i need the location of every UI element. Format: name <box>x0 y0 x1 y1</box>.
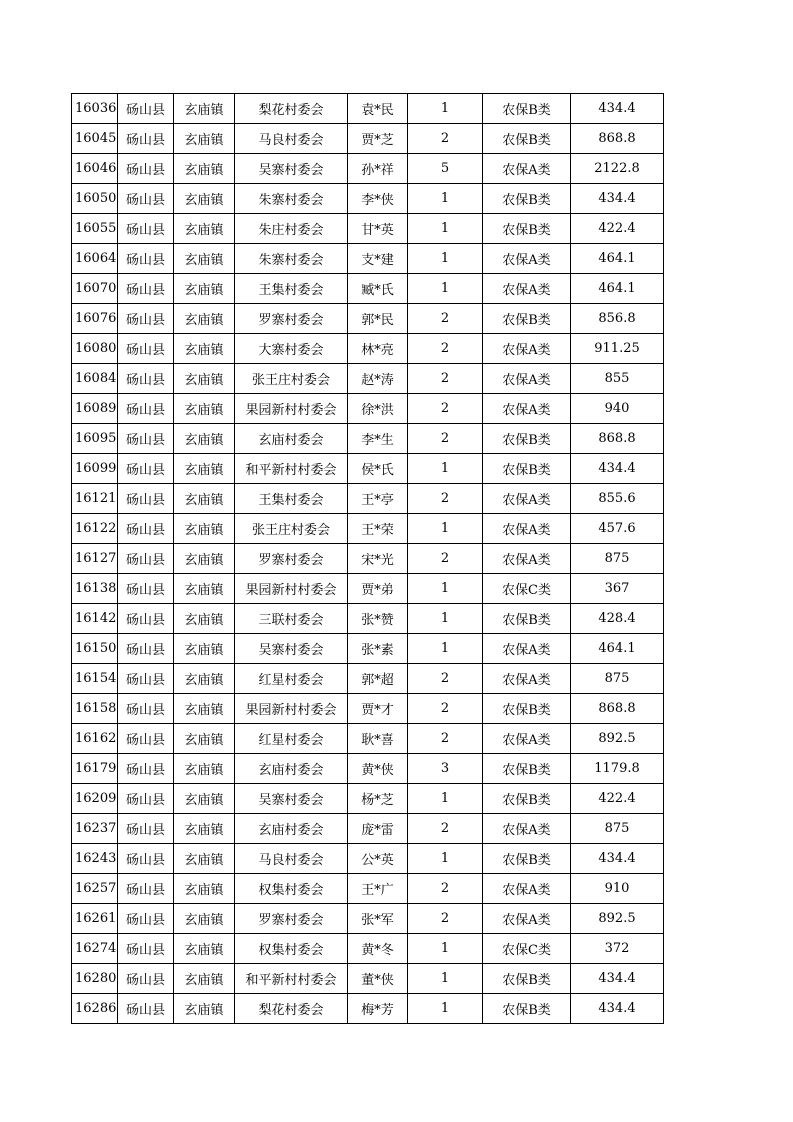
household-count-cell: 5 <box>408 154 483 184</box>
person-name-cell: 赵*涛 <box>348 364 408 394</box>
person-name-cell: 庞*雷 <box>348 814 408 844</box>
record-id: 16127 <box>72 544 118 574</box>
table-row <box>72 274 664 304</box>
record-id: 16070 <box>72 274 118 304</box>
county-cell: 砀山县 <box>118 844 174 874</box>
person-name-cell: 王*荣 <box>348 514 408 544</box>
table-row <box>72 394 664 424</box>
person-name-cell: 宋*光 <box>348 544 408 574</box>
town-cell: 玄庙镇 <box>174 664 235 694</box>
town-cell: 玄庙镇 <box>174 844 235 874</box>
town-cell: 玄庙镇 <box>174 124 235 154</box>
record-id: 16095 <box>72 424 118 454</box>
household-count-cell: 1 <box>408 844 483 874</box>
village-cell: 果园新村村委会 <box>235 574 348 604</box>
person-name-cell: 徐*洪 <box>348 394 408 424</box>
category-cell: 农保A类 <box>483 244 571 274</box>
village-cell: 权集村委会 <box>235 934 348 964</box>
town-cell: 玄庙镇 <box>174 484 235 514</box>
table-row <box>72 94 664 124</box>
village-cell: 和平新村村委会 <box>235 964 348 994</box>
county-cell: 砀山县 <box>118 664 174 694</box>
town-cell: 玄庙镇 <box>174 454 235 484</box>
county-cell: 砀山县 <box>118 184 174 214</box>
amount-cell: 422.4 <box>571 784 664 814</box>
category-cell: 农保A类 <box>483 904 571 934</box>
table-row <box>72 844 664 874</box>
category-cell: 农保B类 <box>483 754 571 784</box>
county-cell: 砀山县 <box>118 814 174 844</box>
person-name-cell: 黄*侠 <box>348 754 408 784</box>
amount-cell: 910 <box>571 874 664 904</box>
amount-cell: 875 <box>571 544 664 574</box>
table-row <box>72 334 664 364</box>
category-cell: 农保A类 <box>483 394 571 424</box>
village-cell: 和平新村村委会 <box>235 454 348 484</box>
person-name-cell: 梅*芳 <box>348 994 408 1024</box>
amount-cell: 911.25 <box>571 334 664 364</box>
town-cell: 玄庙镇 <box>174 994 235 1024</box>
table-row <box>72 934 664 964</box>
table-body <box>72 94 664 1024</box>
category-cell: 农保B类 <box>483 844 571 874</box>
household-count-cell: 3 <box>408 754 483 784</box>
table-row <box>72 694 664 724</box>
county-cell: 砀山县 <box>118 574 174 604</box>
person-name-cell: 王*广 <box>348 874 408 904</box>
town-cell: 玄庙镇 <box>174 424 235 454</box>
county-cell: 砀山县 <box>118 724 174 754</box>
records-table <box>71 93 664 1024</box>
county-cell: 砀山县 <box>118 934 174 964</box>
county-cell: 砀山县 <box>118 124 174 154</box>
amount-cell: 434.4 <box>571 184 664 214</box>
category-cell: 农保B类 <box>483 784 571 814</box>
town-cell: 玄庙镇 <box>174 604 235 634</box>
record-id: 16280 <box>72 964 118 994</box>
table-row <box>72 304 664 334</box>
category-cell: 农保B类 <box>483 604 571 634</box>
record-id: 16154 <box>72 664 118 694</box>
household-count-cell: 2 <box>408 904 483 934</box>
county-cell: 砀山县 <box>118 334 174 364</box>
village-cell: 吴寨村委会 <box>235 154 348 184</box>
record-id: 16089 <box>72 394 118 424</box>
record-id: 16046 <box>72 154 118 184</box>
county-cell: 砀山县 <box>118 964 174 994</box>
village-cell: 吴寨村委会 <box>235 634 348 664</box>
record-id: 16064 <box>72 244 118 274</box>
category-cell: 农保A类 <box>483 514 571 544</box>
town-cell: 玄庙镇 <box>174 94 235 124</box>
table-row <box>72 634 664 664</box>
village-cell: 果园新村村委会 <box>235 694 348 724</box>
village-cell: 三联村委会 <box>235 604 348 634</box>
person-name-cell: 郭*民 <box>348 304 408 334</box>
category-cell: 农保B类 <box>483 694 571 724</box>
household-count-cell: 2 <box>408 814 483 844</box>
county-cell: 砀山县 <box>118 604 174 634</box>
person-name-cell: 张*军 <box>348 904 408 934</box>
county-cell: 砀山县 <box>118 484 174 514</box>
county-cell: 砀山县 <box>118 754 174 784</box>
amount-cell: 940 <box>571 394 664 424</box>
village-cell: 罗寨村委会 <box>235 304 348 334</box>
person-name-cell: 贾*弟 <box>348 574 408 604</box>
amount-cell: 868.8 <box>571 424 664 454</box>
town-cell: 玄庙镇 <box>174 154 235 184</box>
table-row <box>72 364 664 394</box>
town-cell: 玄庙镇 <box>174 544 235 574</box>
amount-cell: 892.5 <box>571 724 664 754</box>
village-cell: 朱庄村委会 <box>235 214 348 244</box>
table-row <box>72 154 664 184</box>
amount-cell: 464.1 <box>571 634 664 664</box>
village-cell: 马良村委会 <box>235 844 348 874</box>
record-id: 16179 <box>72 754 118 784</box>
county-cell: 砀山县 <box>118 364 174 394</box>
category-cell: 农保B类 <box>483 184 571 214</box>
amount-cell: 464.1 <box>571 244 664 274</box>
town-cell: 玄庙镇 <box>174 334 235 364</box>
town-cell: 玄庙镇 <box>174 634 235 664</box>
category-cell: 农保A类 <box>483 724 571 754</box>
town-cell: 玄庙镇 <box>174 214 235 244</box>
amount-cell: 422.4 <box>571 214 664 244</box>
household-count-cell: 1 <box>408 634 483 664</box>
person-name-cell: 公*英 <box>348 844 408 874</box>
town-cell: 玄庙镇 <box>174 754 235 784</box>
person-name-cell: 耿*喜 <box>348 724 408 754</box>
category-cell: 农保B类 <box>483 304 571 334</box>
table-row <box>72 724 664 754</box>
amount-cell: 875 <box>571 664 664 694</box>
household-count-cell: 1 <box>408 454 483 484</box>
record-id: 16142 <box>72 604 118 634</box>
county-cell: 砀山县 <box>118 694 174 724</box>
table-row <box>72 784 664 814</box>
household-count-cell: 1 <box>408 574 483 604</box>
household-count-cell: 2 <box>408 124 483 154</box>
record-id: 16050 <box>72 184 118 214</box>
town-cell: 玄庙镇 <box>174 364 235 394</box>
household-count-cell: 2 <box>408 484 483 514</box>
village-cell: 罗寨村委会 <box>235 904 348 934</box>
table-row <box>72 604 664 634</box>
amount-cell: 464.1 <box>571 274 664 304</box>
record-id: 16045 <box>72 124 118 154</box>
record-id: 16243 <box>72 844 118 874</box>
amount-cell: 428.4 <box>571 604 664 634</box>
category-cell: 农保A类 <box>483 154 571 184</box>
town-cell: 玄庙镇 <box>174 694 235 724</box>
amount-cell: 434.4 <box>571 994 664 1024</box>
person-name-cell: 李*侠 <box>348 184 408 214</box>
village-cell: 梨花村委会 <box>235 94 348 124</box>
household-count-cell: 1 <box>408 214 483 244</box>
amount-cell: 1179.8 <box>571 754 664 784</box>
table-row <box>72 574 664 604</box>
record-id: 16257 <box>72 874 118 904</box>
table-row <box>72 754 664 784</box>
village-cell: 玄庙村委会 <box>235 424 348 454</box>
category-cell: 农保A类 <box>483 634 571 664</box>
county-cell: 砀山县 <box>118 784 174 814</box>
household-count-cell: 2 <box>408 724 483 754</box>
record-id: 16274 <box>72 934 118 964</box>
category-cell: 农保B类 <box>483 94 571 124</box>
amount-cell: 856.8 <box>571 304 664 334</box>
household-count-cell: 1 <box>408 604 483 634</box>
person-name-cell: 林*亮 <box>348 334 408 364</box>
table-row <box>72 484 664 514</box>
county-cell: 砀山县 <box>118 424 174 454</box>
record-id: 16162 <box>72 724 118 754</box>
record-id: 16150 <box>72 634 118 664</box>
person-name-cell: 黄*冬 <box>348 934 408 964</box>
record-id: 16076 <box>72 304 118 334</box>
amount-cell: 372 <box>571 934 664 964</box>
person-name-cell: 袁*民 <box>348 94 408 124</box>
amount-cell: 855 <box>571 364 664 394</box>
village-cell: 王集村委会 <box>235 484 348 514</box>
person-name-cell: 侯*氏 <box>348 454 408 484</box>
county-cell: 砀山县 <box>118 454 174 484</box>
amount-cell: 457.6 <box>571 514 664 544</box>
town-cell: 玄庙镇 <box>174 784 235 814</box>
household-count-cell: 1 <box>408 244 483 274</box>
village-cell: 红星村委会 <box>235 664 348 694</box>
household-count-cell: 1 <box>408 274 483 304</box>
table-row <box>72 664 664 694</box>
county-cell: 砀山县 <box>118 514 174 544</box>
table-row <box>72 424 664 454</box>
category-cell: 农保A类 <box>483 334 571 364</box>
category-cell: 农保A类 <box>483 274 571 304</box>
person-name-cell: 甘*英 <box>348 214 408 244</box>
county-cell: 砀山县 <box>118 394 174 424</box>
town-cell: 玄庙镇 <box>174 964 235 994</box>
household-count-cell: 1 <box>408 964 483 994</box>
category-cell: 农保A类 <box>483 874 571 904</box>
town-cell: 玄庙镇 <box>174 244 235 274</box>
village-cell: 玄庙村委会 <box>235 814 348 844</box>
village-cell: 玄庙村委会 <box>235 754 348 784</box>
person-name-cell: 杨*芝 <box>348 784 408 814</box>
table-row <box>72 454 664 484</box>
record-id: 16036 <box>72 94 118 124</box>
category-cell: 农保A类 <box>483 664 571 694</box>
record-id: 16084 <box>72 364 118 394</box>
village-cell: 马良村委会 <box>235 124 348 154</box>
table-row <box>72 814 664 844</box>
county-cell: 砀山县 <box>118 274 174 304</box>
person-name-cell: 董*侠 <box>348 964 408 994</box>
county-cell: 砀山县 <box>118 544 174 574</box>
village-cell: 罗寨村委会 <box>235 544 348 574</box>
household-count-cell: 1 <box>408 784 483 814</box>
village-cell: 张王庄村委会 <box>235 364 348 394</box>
category-cell: 农保B类 <box>483 424 571 454</box>
village-cell: 朱寨村委会 <box>235 184 348 214</box>
person-name-cell: 贾*芝 <box>348 124 408 154</box>
household-count-cell: 1 <box>408 934 483 964</box>
amount-cell: 434.4 <box>571 454 664 484</box>
category-cell: 农保B类 <box>483 454 571 484</box>
table-row <box>72 184 664 214</box>
table-row <box>72 994 664 1024</box>
category-cell: 农保B类 <box>483 994 571 1024</box>
category-cell: 农保B类 <box>483 124 571 154</box>
category-cell: 农保A类 <box>483 484 571 514</box>
county-cell: 砀山县 <box>118 214 174 244</box>
person-name-cell: 孙*祥 <box>348 154 408 184</box>
village-cell: 果园新村村委会 <box>235 394 348 424</box>
record-id: 16055 <box>72 214 118 244</box>
village-cell: 权集村委会 <box>235 874 348 904</box>
town-cell: 玄庙镇 <box>174 514 235 544</box>
record-id: 16099 <box>72 454 118 484</box>
amount-cell: 2122.8 <box>571 154 664 184</box>
amount-cell: 892.5 <box>571 904 664 934</box>
household-count-cell: 2 <box>408 424 483 454</box>
county-cell: 砀山县 <box>118 304 174 334</box>
village-cell: 红星村委会 <box>235 724 348 754</box>
person-name-cell: 张*素 <box>348 634 408 664</box>
table-row <box>72 244 664 274</box>
category-cell: 农保C类 <box>483 574 571 604</box>
person-name-cell: 臧*氏 <box>348 274 408 304</box>
village-cell: 朱寨村委会 <box>235 244 348 274</box>
amount-cell: 434.4 <box>571 844 664 874</box>
table-row <box>72 544 664 574</box>
county-cell: 砀山县 <box>118 154 174 184</box>
amount-cell: 367 <box>571 574 664 604</box>
person-name-cell: 郭*超 <box>348 664 408 694</box>
category-cell: 农保B类 <box>483 964 571 994</box>
county-cell: 砀山县 <box>118 634 174 664</box>
table-row <box>72 124 664 154</box>
village-cell: 吴寨村委会 <box>235 784 348 814</box>
household-count-cell: 2 <box>408 544 483 574</box>
town-cell: 玄庙镇 <box>174 934 235 964</box>
county-cell: 砀山县 <box>118 994 174 1024</box>
table-row <box>72 214 664 244</box>
village-cell: 王集村委会 <box>235 274 348 304</box>
category-cell: 农保A类 <box>483 814 571 844</box>
household-count-cell: 1 <box>408 994 483 1024</box>
village-cell: 梨花村委会 <box>235 994 348 1024</box>
record-id: 16261 <box>72 904 118 934</box>
record-id: 16158 <box>72 694 118 724</box>
record-id: 16138 <box>72 574 118 604</box>
household-count-cell: 2 <box>408 694 483 724</box>
record-id: 16237 <box>72 814 118 844</box>
record-id: 16286 <box>72 994 118 1024</box>
household-count-cell: 1 <box>408 184 483 214</box>
amount-cell: 434.4 <box>571 94 664 124</box>
household-count-cell: 2 <box>408 364 483 394</box>
amount-cell: 434.4 <box>571 964 664 994</box>
town-cell: 玄庙镇 <box>174 304 235 334</box>
category-cell: 农保A类 <box>483 364 571 394</box>
record-id: 16080 <box>72 334 118 364</box>
village-cell: 张王庄村委会 <box>235 514 348 544</box>
town-cell: 玄庙镇 <box>174 724 235 754</box>
town-cell: 玄庙镇 <box>174 274 235 304</box>
county-cell: 砀山县 <box>118 904 174 934</box>
person-name-cell: 李*生 <box>348 424 408 454</box>
table-row <box>72 874 664 904</box>
county-cell: 砀山县 <box>118 244 174 274</box>
county-cell: 砀山县 <box>118 94 174 124</box>
amount-cell: 868.8 <box>571 694 664 724</box>
village-cell: 大寨村委会 <box>235 334 348 364</box>
town-cell: 玄庙镇 <box>174 814 235 844</box>
town-cell: 玄庙镇 <box>174 394 235 424</box>
household-count-cell: 2 <box>408 394 483 424</box>
person-name-cell: 张*赞 <box>348 604 408 634</box>
amount-cell: 875 <box>571 814 664 844</box>
amount-cell: 868.8 <box>571 124 664 154</box>
amount-cell: 855.6 <box>571 484 664 514</box>
town-cell: 玄庙镇 <box>174 184 235 214</box>
town-cell: 玄庙镇 <box>174 574 235 604</box>
town-cell: 玄庙镇 <box>174 874 235 904</box>
household-count-cell: 2 <box>408 304 483 334</box>
person-name-cell: 贾*才 <box>348 694 408 724</box>
household-count-cell: 2 <box>408 874 483 904</box>
household-count-cell: 2 <box>408 334 483 364</box>
record-id: 16121 <box>72 484 118 514</box>
person-name-cell: 王*亭 <box>348 484 408 514</box>
record-id: 16122 <box>72 514 118 544</box>
household-count-cell: 1 <box>408 94 483 124</box>
person-name-cell: 支*建 <box>348 244 408 274</box>
household-count-cell: 2 <box>408 664 483 694</box>
county-cell: 砀山县 <box>118 874 174 904</box>
table-row <box>72 904 664 934</box>
category-cell: 农保C类 <box>483 934 571 964</box>
category-cell: 农保B类 <box>483 214 571 244</box>
table-row <box>72 514 664 544</box>
category-cell: 农保A类 <box>483 544 571 574</box>
town-cell: 玄庙镇 <box>174 904 235 934</box>
household-count-cell: 1 <box>408 514 483 544</box>
table-row <box>72 964 664 994</box>
record-id: 16209 <box>72 784 118 814</box>
